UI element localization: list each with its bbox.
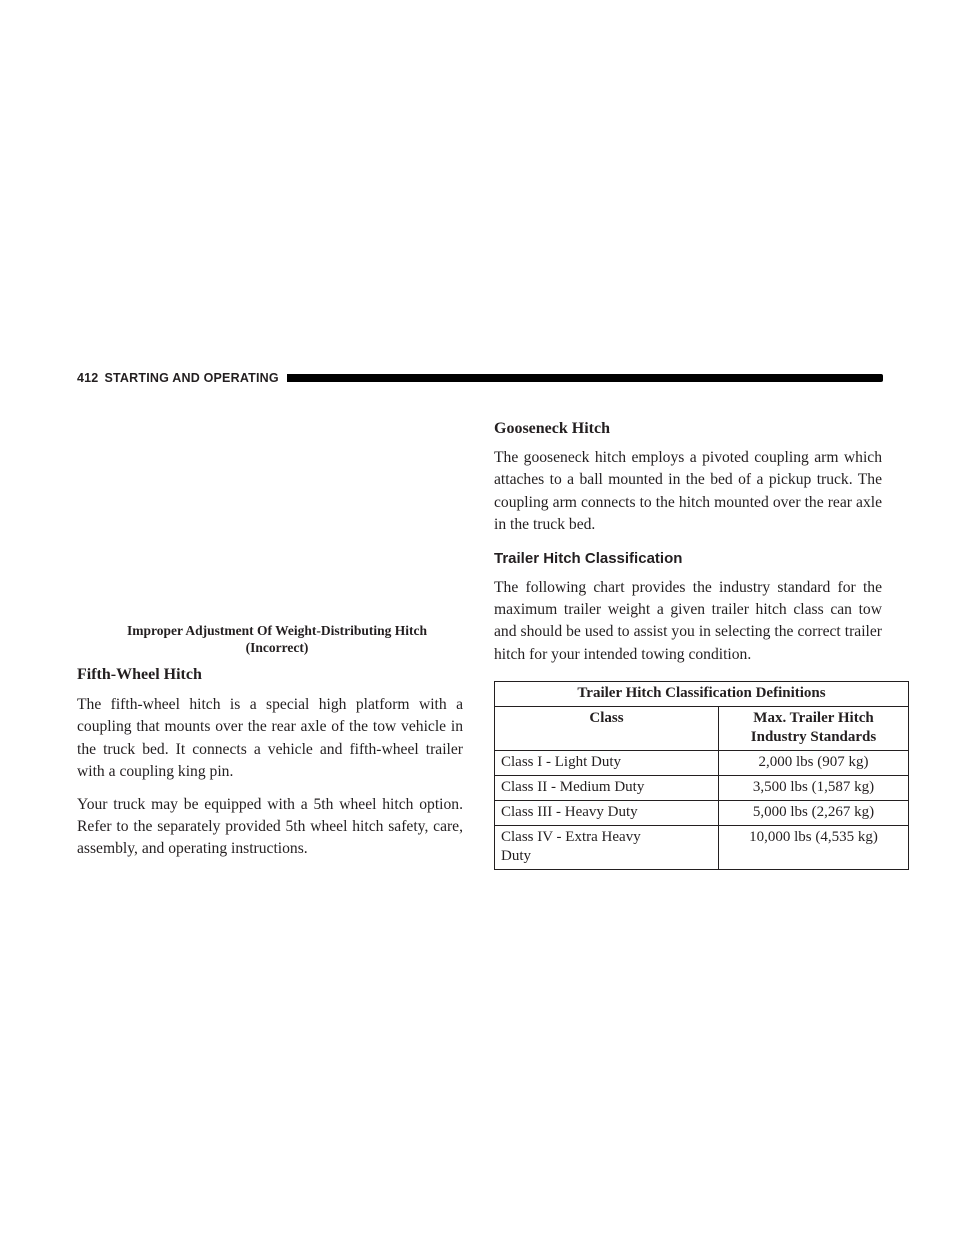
table-header-row (495, 707, 909, 751)
table-row (495, 751, 909, 776)
header-rule (287, 374, 883, 382)
gooseneck-paragraph: The gooseneck hitch employs a pivoted coupling arm which attaches to a ball mounted in the bed of a pickup truck. The coupling arm connects to the hitch mounted over the rear axle in the truck bed. (494, 449, 882, 534)
max-weight-cell: 3,500 lbs (1,587 kg) (719, 776, 909, 801)
class-cell: Class II - Medium Duty (495, 776, 719, 801)
class-cell: Class I - Light Duty (495, 751, 719, 776)
page-number: 412 (77, 371, 99, 385)
figure-caption-line1: Improper Adjustment Of Weight-Distributing Hitch (126, 623, 428, 638)
classification-heading: Trailer Hitch Classification (494, 549, 683, 567)
max-weight-cell: 5,000 lbs (2,267 kg) (719, 801, 909, 826)
right-column (494, 419, 882, 870)
section-title: STARTING AND OPERATING (104, 371, 279, 385)
table-title: Trailer Hitch Classification Definitions (495, 682, 909, 707)
table-row (495, 826, 909, 870)
fifth-wheel-paragraph-1: The fifth-wheel hitch is a special high platform with a coupling that mounts over the rear axle of the tow vehicle in the truck bed. It connects a vehicle and fifth-wheel trailer with a coupling king pin. (77, 696, 463, 781)
column-header-max-line2: Industry Standards (750, 729, 877, 746)
hitch-classification-table (494, 681, 909, 870)
class-cell: Class III - Heavy Duty (495, 801, 719, 826)
running-header (77, 370, 883, 386)
column-header-max-line1: Max. Trailer Hitch (753, 710, 874, 727)
class-cell-line2: Duty (501, 848, 531, 865)
fifth-wheel-heading: Fifth-Wheel Hitch (77, 666, 202, 683)
fifth-wheel-paragraph-2: Your truck may be equipped with a 5th wheel hitch option. Refer to the separately provided 5th wheel hitch safety, care, assembly, and operating instructions. (77, 795, 463, 858)
table-row (495, 776, 909, 801)
figure-caption (85, 622, 469, 656)
column-header-class: Class (495, 707, 719, 751)
class-cell-line1: Class IV - Extra Heavy (501, 829, 641, 846)
left-column (77, 386, 463, 861)
gooseneck-heading: Gooseneck Hitch (494, 420, 610, 437)
class-cell (495, 826, 719, 870)
table-row (495, 801, 909, 826)
max-weight-cell: 10,000 lbs (4,535 kg) (719, 826, 909, 870)
max-weight-cell: 2,000 lbs (907 kg) (719, 751, 909, 776)
figure-placeholder (77, 386, 463, 622)
column-header-max (719, 707, 909, 751)
figure-caption-line2: (Incorrect) (245, 640, 309, 655)
classification-paragraph: The following chart provides the industry standard for the maximum trailer weight a given trailer hitch class can tow and should be used to assist you in selecting the correct trailer hitch for your intended towing condition. (494, 578, 882, 663)
table-title-row (495, 682, 909, 707)
